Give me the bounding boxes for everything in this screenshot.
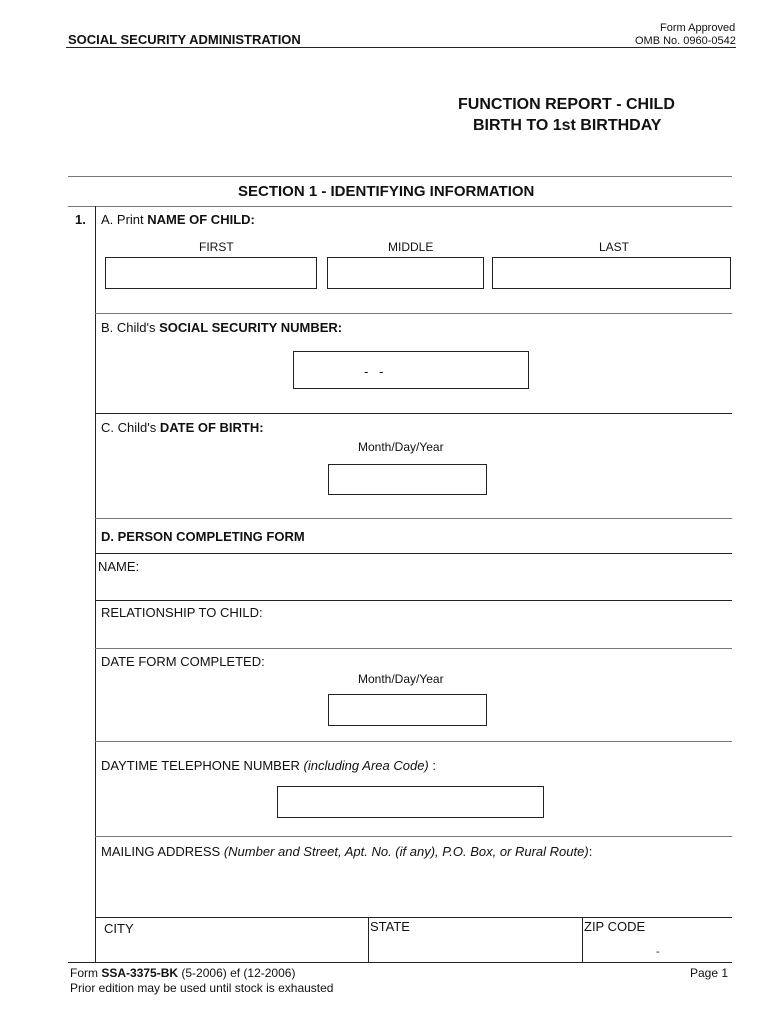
date-completed-label: DATE FORM COMPLETED:	[101, 654, 265, 669]
rule-after-ssn	[95, 413, 732, 414]
person-completing-heading: D. PERSON COMPLETING FORM	[101, 529, 305, 544]
completer-name-label: NAME:	[98, 559, 140, 574]
completer-name-field[interactable]	[160, 556, 730, 598]
dob-format-caption: Month/Day/Year	[358, 440, 444, 454]
name-of-child-label: A. Print NAME OF CHILD:	[101, 212, 255, 227]
phone-field[interactable]	[277, 786, 544, 818]
phone-label: DAYTIME TELEPHONE NUMBER (including Area Code) :	[101, 758, 436, 773]
zip-dash: -	[656, 946, 660, 958]
rule-before-city	[95, 917, 732, 918]
relationship-field[interactable]	[300, 603, 730, 645]
zip-label: ZIP CODE	[584, 919, 646, 934]
dob-label: C. Child's DATE OF BIRTH:	[101, 420, 264, 435]
last-name-field[interactable]	[492, 257, 731, 289]
left-margin-rule	[95, 206, 96, 962]
zip-field[interactable]	[586, 938, 730, 960]
rule-after-date-completed	[95, 741, 732, 742]
form-title-line1: FUNCTION REPORT - CHILD	[458, 96, 675, 113]
date-completed-field[interactable]	[328, 694, 487, 726]
middle-name-caption: MIDDLE	[388, 240, 434, 254]
rule-after-dob	[95, 518, 732, 519]
section-bottom-rule	[68, 206, 732, 207]
city-label: CITY	[104, 921, 134, 936]
relationship-label: RELATIONSHIP TO CHILD:	[101, 605, 263, 620]
header-rule	[66, 47, 736, 48]
state-field[interactable]	[372, 938, 579, 960]
form-number-line: Form SSA-3375-BK (5-2006) ef (12-2006)	[70, 966, 296, 980]
form-title-line2: BIRTH TO 1st BIRTHDAY	[473, 117, 662, 134]
rule-after-name-field	[95, 600, 732, 601]
prior-edition-note: Prior edition may be used until stock is exhausted	[70, 981, 334, 995]
omb-number: OMB No. 0960-0542	[635, 35, 736, 47]
ssn-separators: - -	[364, 364, 384, 379]
last-name-caption: LAST	[599, 240, 630, 254]
rule-after-person-heading	[95, 553, 732, 554]
form-approved-label: Form Approved	[660, 22, 736, 34]
rule-after-name	[95, 313, 732, 314]
section-top-rule	[68, 176, 732, 177]
ssn-label: B. Child's SOCIAL SECURITY NUMBER:	[101, 320, 343, 335]
agency-name: SOCIAL SECURITY ADMINISTRATION	[68, 32, 301, 47]
first-name-field[interactable]	[105, 257, 317, 289]
state-label: STATE	[370, 919, 410, 934]
city-field[interactable]	[100, 938, 365, 960]
section1-heading: SECTION 1 - IDENTIFYING INFORMATION	[238, 183, 535, 200]
footer-rule	[68, 962, 732, 963]
page-number: Page 1	[690, 966, 729, 980]
mailing-address-label: MAILING ADDRESS (Number and Street, Apt. No. (if any), P.O. Box, or Rural Route):	[101, 844, 593, 859]
date-completed-format-caption: Month/Day/Year	[358, 672, 444, 686]
mailing-address-field[interactable]	[100, 864, 730, 914]
state-zip-divider	[582, 917, 583, 962]
city-state-divider	[368, 917, 369, 962]
item-number: 1.	[75, 212, 86, 227]
ssn-field[interactable]	[293, 351, 529, 389]
dob-field[interactable]	[328, 464, 487, 495]
middle-name-field[interactable]	[327, 257, 484, 289]
rule-after-phone	[95, 836, 732, 837]
first-name-caption: FIRST	[199, 240, 234, 254]
rule-after-relationship	[95, 648, 732, 649]
